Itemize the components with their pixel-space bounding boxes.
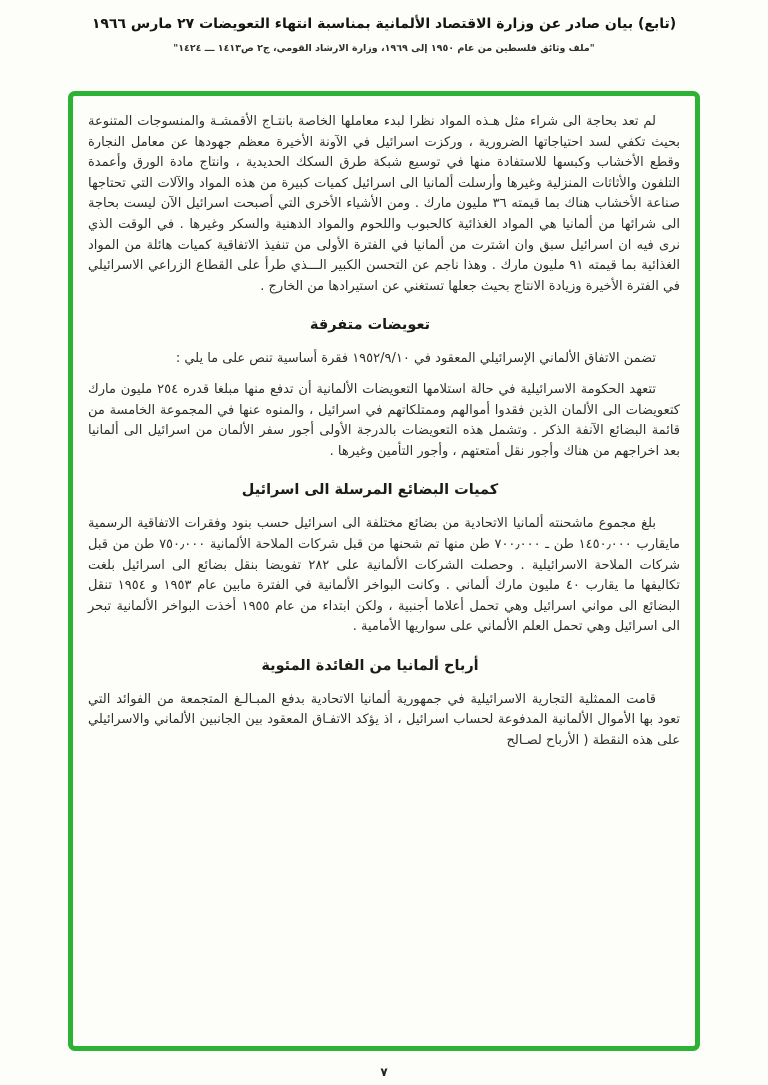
section-heading-goods-sent-to-israel: كميات البضائع المرسلة الى اسرائيل [241,482,499,499]
section-heading-misc-compensations: تعويضات متفرقة [309,317,431,334]
page-number: ٧ [380,1065,388,1079]
document-title: (تابع) بيان صادر عن وزارة الاقتصاد الألمانية بمناسبة انتهاء التعويضات ٢٧ مارس ١٩٦٦ [91,16,677,32]
section1-paragraph-1: تضمن الاتفاق الألماني الإسرائيلي المعقود في ١٩٥٢/٩/١٠ فقرة أساسية تنص على ما يلي : [175,351,656,367]
document-header [0,16,768,54]
section2-paragraph-1: بلغ مجموع ماشحنته ألمانيا الاتحادية من بضائع مختلفة الى اسرائيل حسب بنود وفقرات الاتفاقية الرسمية مايقارب ١٤٥٠٫٠٠٠ طن ـ ٧٠٠٫٠٠٠ طن منها تم شحنها من قبل شركات الملاحة الألمانية ٧٥٠٫٠٠٠ طن من قبل شركات الملاحة الاسرائيلية . وحصلت الشركات الألمانية على ٢٨٢ تفويضا بنقل بضائع الى اسرائيل بلغت تكاليفها ما يقارب ٤٠ مليون مارك ألماني . وكانت البواخر الألمانية في الفترة مابين عام ١٩٥٣ و ١٩٥٤ تنقل البضائع الى مواني اسرائيل وهي تحمل أعلاما أجنبية ، ولكن ابتداء من عام ١٩٥٥ أخذت البواخر الألمانية تبحر الى اسرائيل وهي تحمل العلم الألماني على سواريها الأمامية . [88,516,681,635]
section1-paragraph-2: تتعهد الحكومة الاسرائيلية في حالة استلامها التعويضات الألمانية أن تدفع منها مبلغا قدره ٢٥٤ مليون مارك كتعويضات الى الألمان الذين فقدوا أموالهم وممتلكاتهم في اسرائيل ، والمنوه عنها في المجموعة الخامسة من قائمة البضائع الآنفة الذكر . وتشمل هذه التعويضات بالدرجة الأولى أجور سفر الألمان من اسرائيل الى ألمانيا بعد اخراجهم من هناك وأجور نقل أمتعتهم ، وأجور التأمين وغيرها . [88,381,680,459]
intro-paragraph: لم تعد بحاجة الى شراء مثل هـذه المواد نظرا لبدء معاملها الخاصة بانتـاج الأقمشـة والمنسوجات المتنوعة بحيث تكفي لسد احتياجاتها الضرورية ، وركزت اسرائيل في الآونة الأخيرة معظم جهودها عن معامل النجارة وقطع الأخشاب وكبسها للاستفادة منها في توسيع شبكة طرق السكك الحديدية ، وانتاج مادة الورق وأعمدة التلفون والأثاثات المنزلية وغيرها وأرسلت ألمانيا الى اسرائيل كميات كبيرة من هذه المواد والآلات التي تحتاجها صناعة الأخشاب هناك بما قيمته ٣٦ مليون مارك . ومن الأشياء الأخرى التي أصبحت اسرائيل الآن ليست بحاجة الى شرائها من ألمانيا هي المواد الغذائية كالحبوب واللحوم والمواد الدهنية والسكر وغيرها . في الوقت الذي نرى فيه ان اسرائيل سبق وان اشترت من ألمانيا في الفترة الأولى من تنفيذ الاتفاقية كميات هائلة من المواد الغذائية بما قيمته ٩١ مليون مارك . وهذا ناجم عن التحسن الكبير الـــذي طرأ على القطاع الزراعي الاسرائيلي في الفترة الأخيرة وزيادة الانتاج بحيث جعلها تستغني عن استيرادها من الخارج . [88,114,680,294]
highlight-border-box [68,91,700,1051]
section3-paragraph-1: قامت الممثلية التجارية الاسرائيلية في جمهورية ألمانيا الاتحادية بدفع المبـالـغ المتجمعة من الفوائد التي تعود بها الأموال الألمانية المدفوعة لحساب اسرائيل ، اذ يؤكد الاتفـاق المعقود بين الجانبين الألماني والاسرائيلي على هذه النقطة ( الأرباح لصـالح [88,691,680,749]
section-heading-germany-interest-profits: أرباح ألمانيا من الفائدة المئوية [261,657,479,674]
document-source-citation: "ملف وثائق فلسطين من عام ١٩٥٠ إلى ١٩٦٩، وزارة الارشاد القومي، ج٢ ص١٤١٣ ـــ ١٤٢٤" [173,43,595,54]
